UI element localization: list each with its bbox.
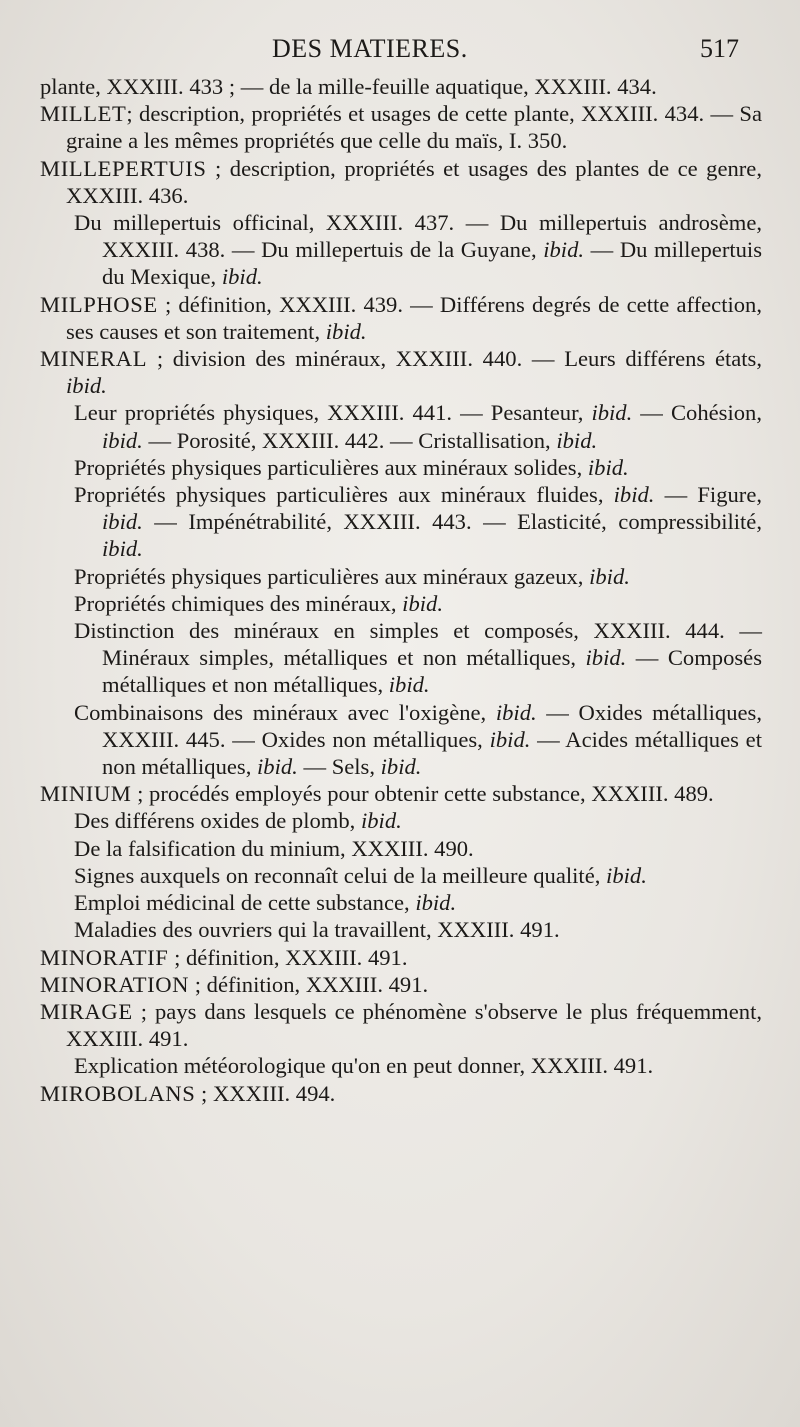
index-entry-minium (40, 780, 762, 807)
page-number: 517 (700, 34, 739, 63)
ibid-reference: ibid. (543, 237, 585, 263)
entry-text: ; définition, XXXIII. 491. (168, 944, 408, 970)
ibid-reference: ibid. (221, 264, 263, 290)
index-subentry (40, 590, 762, 617)
entry-headword: MINIUM (40, 781, 132, 807)
ibid-reference: ibid. (325, 318, 367, 344)
entry-text: Propriétés physiques particulières aux minéraux gazeux, ibid. (74, 563, 630, 589)
entry-text: ; description, propriétés et usages des plantes de ce genre, XXXIII. 436. (66, 155, 762, 208)
ibid-reference: ibid. (102, 427, 143, 453)
index-entries (40, 73, 762, 1107)
index-entry-mineral (40, 345, 762, 399)
entry-text: ; procédés employés pour obtenir cette substance, XXXIII. 489. (131, 781, 714, 807)
page-header (0, 34, 800, 70)
index-subentry (40, 699, 762, 781)
index-subentry (40, 807, 762, 834)
entry-text: ; description, propriétés et usages de cette plante, XXXIII. 434. — Sa graine a les mêmes propriétés que celle du maïs, I. 350. (66, 101, 762, 154)
ibid-reference: ibid. (415, 890, 457, 916)
ibid-reference: ibid. (257, 754, 298, 780)
ibid-reference: ibid. (360, 808, 402, 834)
ibid-reference: ibid. (102, 509, 143, 535)
entry-headword: MILLEPERTUIS (40, 155, 207, 181)
index-subentry (40, 617, 762, 699)
index-subentry (40, 399, 762, 453)
index-subentry (40, 563, 762, 590)
ibid-reference: ibid. (66, 373, 107, 399)
entry-text: Explication météorologique qu'on en peut donner, XXXIII. 491. (74, 1053, 654, 1079)
entry-text: Propriétés physiques particulières aux minéraux solides, ibid. (74, 454, 629, 480)
running-title: DES MATIERES. (272, 34, 468, 63)
entry-headword: MINORATION (40, 971, 190, 997)
entry-text: De la falsification du minium, XXXIII. 490. (74, 835, 474, 861)
entry-text: Combinaisons des minéraux avec l'oxigène, ibid. — Oxides métalliques, XXXIII. 445. — Oxides non métalliques, ibid. — Acides métalliques et non métalliques, ibid. — Sels, ibid. (74, 699, 762, 780)
entry-text: ; pays dans lesquels ce phénomène s'observe le plus fréquemment, XXXIII. 491. (66, 998, 762, 1052)
index-entry-millet (40, 100, 762, 154)
index-entry-mirage (40, 998, 762, 1052)
entry-text: ; définition, XXXIII. 439. — Différens degrés de cette affection, ses causes et son traitement, ibid. (66, 291, 762, 344)
ibid-reference: ibid. (606, 862, 647, 888)
ibid-reference: ibid. (589, 563, 630, 589)
entry-headword: MINERAL (40, 346, 148, 372)
ibid-reference: ibid. (489, 726, 531, 752)
entry-text: Distinction des minéraux en simples et composés, XXXIII. 444. — Minéraux simples, métalliques et non métalliques, ibid. — Composés métalliques et non métalliques, ibid. (74, 618, 762, 698)
entry-headword: MIROBOLANS (40, 1080, 196, 1106)
index-subentry (40, 835, 762, 862)
entry-text: Propriétés chimiques des minéraux, ibid. (74, 590, 443, 616)
index-subentry (40, 454, 762, 481)
entry-text: Du millepertuis officinal, XXXIII. 437. — Du millepertuis androsème, XXXIII. 438. — Du millepertuis de la Guyane, ibid. — Du millepertuis du Mexique, ibid. (74, 210, 762, 290)
index-entry-continuation (40, 73, 762, 100)
entry-text: Maladies des ouvriers qui la travaillent, XXXIII. 491. (74, 917, 560, 943)
entry-headword: MIRAGE (40, 998, 133, 1024)
ibid-reference: ibid. (402, 590, 443, 616)
entry-headword: MILPHOSE (40, 291, 158, 317)
ibid-reference: ibid. (556, 427, 598, 453)
ibid-reference: ibid. (585, 645, 627, 671)
index-entry-millepertuis (40, 155, 762, 209)
entry-text: Leur propriétés physiques, XXXIII. 441. — Pesanteur, ibid. — Cohésion, ibid. — Porosité, XXXIII. 442. — Cristallisation, ibid. (74, 400, 762, 453)
entry-text: Propriétés physiques particulières aux minéraux fluides, ibid. — Figure, ibid. — Impénétrabilité, XXXIII. 443. — Elasticité, compressibilité, ibid. (74, 482, 762, 562)
index-subentry (40, 889, 762, 916)
ibid-reference: ibid. (587, 454, 629, 480)
entry-text: Signes auxquels on reconnaît celui de la meilleure qualité, ibid. (74, 862, 647, 888)
index-subentry (40, 916, 762, 943)
entry-text: Des différens oxides de plomb, ibid. (74, 808, 402, 834)
ibid-reference: ibid. (591, 400, 633, 426)
ibid-reference: ibid. (102, 536, 143, 562)
entry-headword: MINORATIF (40, 944, 169, 970)
index-subentry (40, 1052, 762, 1079)
index-entry-minoratif (40, 944, 762, 971)
index-subentry (40, 209, 762, 291)
entry-text: plante, XXXIII. 433 ; — de la mille-feuille aquatique, XXXIII. 434. (40, 74, 657, 99)
index-entry-milphose (40, 291, 762, 345)
entry-text: ; définition, XXXIII. 491. (189, 971, 429, 997)
entry-text: ; division des minéraux, XXXIII. 440. — Leurs différens états, ibid. (66, 346, 762, 399)
entry-text: ; XXXIII. 494. (195, 1080, 336, 1106)
entry-headword: MILLET (40, 101, 127, 127)
index-subentry (40, 862, 762, 889)
index-entry-minoration (40, 971, 762, 998)
index-subentry (40, 481, 762, 563)
index-entry-mirobolans (40, 1080, 762, 1107)
ibid-reference: ibid. (613, 482, 655, 508)
entry-text: Emploi médicinal de cette substance, ibid. (74, 890, 457, 916)
ibid-reference: ibid. (388, 672, 430, 698)
ibid-reference: ibid. (495, 699, 537, 725)
ibid-reference: ibid. (380, 754, 422, 780)
